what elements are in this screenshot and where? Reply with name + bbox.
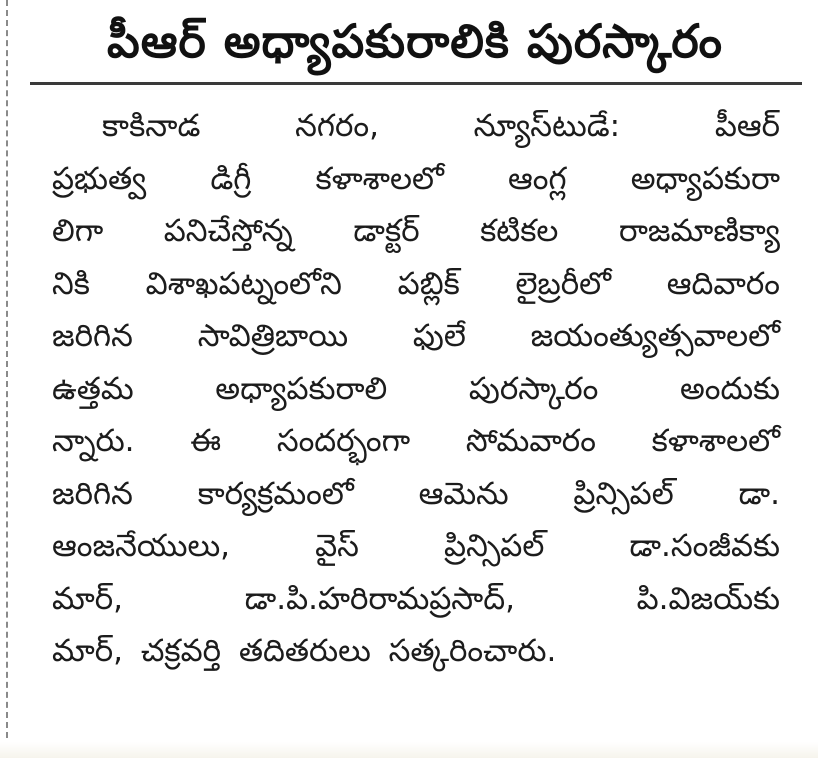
article-line: నికి విశాఖపట్నంలోని పబ్లిక్ లైబ్రరీలో ఆదివారం [52, 265, 780, 302]
article-line: ఆంజనేయులు, వైస్ ప్రిన్సిపల్ డా.సంజీవకు [52, 528, 780, 564]
headline: పీఆర్ అధ్యాపకురాలికి పురస్కారం [107, 14, 723, 68]
article-body [52, 100, 780, 678]
headline-rule [30, 82, 802, 85]
article-line: ఉత్తమ అధ్యాపకురాలి పురస్కారం అందుకు [52, 370, 780, 407]
article-line: కాకినాడ నగరం, న్యూస్‌టుడే: పీఆర్ [102, 108, 780, 144]
article-line: న్నారు. ఈ సందర్భంగా సోమవారం కళాశాలలో [52, 423, 780, 459]
article-line: జరిగిన కార్యక్రమంలో ఆమెను ప్రిన్సిపల్ డా. [52, 475, 780, 512]
paper-edge [0, 742, 818, 758]
article-line: మార్, చక్రవర్తి తదితరులు సత్కరించారు. [52, 633, 557, 669]
column-divider [6, 0, 8, 738]
article-line: లిగా పనిచేస్తోన్న డాక్టర్ కటికల రాజమాణిక్యా [52, 213, 780, 249]
article-line: మార్, డా.పి.హరిరామప్రసాద్, పి.విజయ్‌కు [52, 580, 780, 617]
article-line: ప్రభుత్వ డిగ్రీ కళాశాలలో ఆంగ్ల అధ్యాపకురా [52, 160, 780, 197]
article-line: జరిగిన సావిత్రిబాయి ఫులే జయంత్యుత్సవాలలో [52, 318, 780, 354]
